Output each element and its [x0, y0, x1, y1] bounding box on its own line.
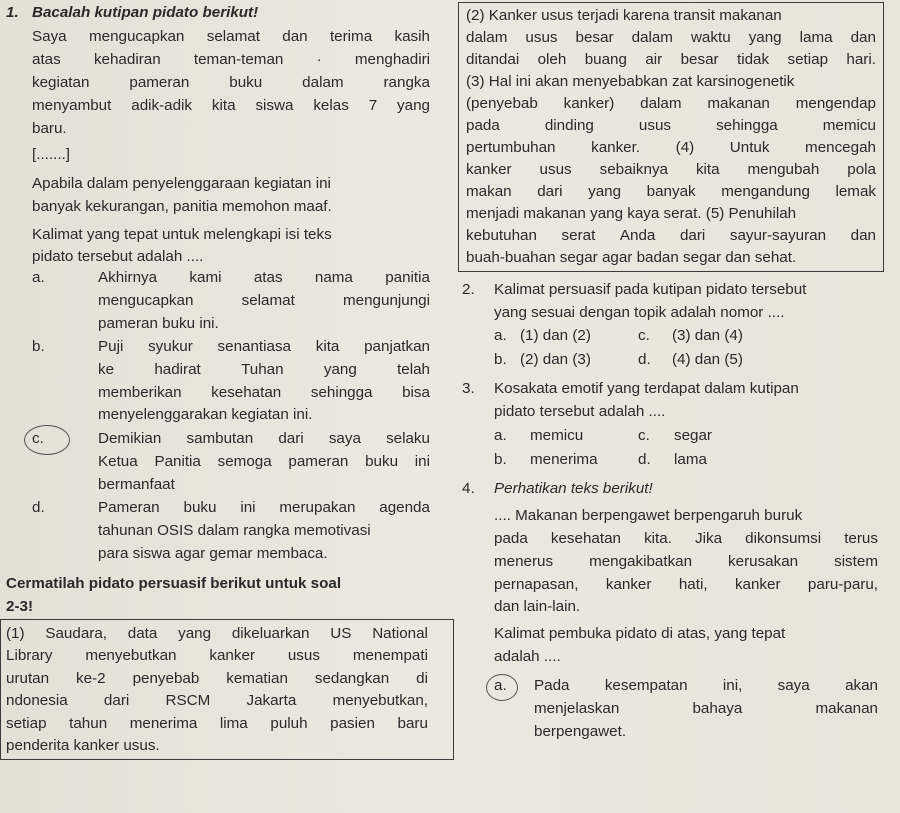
q2-question-line: yang sesuai dengan topik adalah nomor ....	[494, 304, 785, 321]
word: dalam	[302, 74, 344, 91]
word: (4)	[675, 139, 695, 156]
word: Akhirnya	[98, 269, 158, 286]
word: senantiasa	[217, 338, 291, 355]
word: kesehatan	[550, 530, 621, 547]
word: agenda	[379, 499, 430, 516]
word: dari	[103, 692, 130, 709]
word: menerus	[494, 553, 554, 570]
word: yang	[323, 361, 357, 378]
box-right-line: buah-buahan segar agar badan segar dan sehat.	[466, 249, 797, 266]
box-right-line	[466, 160, 876, 180]
box-left-line	[6, 669, 428, 689]
q4-passage-line	[494, 529, 878, 549]
word: rangka	[383, 74, 430, 91]
word: pada	[466, 117, 500, 134]
word: kita	[315, 338, 340, 355]
q2-option-c-letter[interactable]: c.	[638, 327, 650, 344]
word: menghadiri	[354, 51, 430, 68]
box-right-line: (3) Hal ini akan menyebabkan zat karsinogenetik	[466, 73, 795, 90]
q2-number: 2.	[462, 281, 475, 298]
q3-option-b-letter[interactable]: b.	[494, 451, 507, 468]
word: baru	[397, 715, 428, 732]
q4-passage-line: .... Makanan berpengawet berpengaruh buruk	[494, 507, 803, 524]
q2-option-c-text: (3) dan (4)	[672, 327, 743, 344]
word: yang	[588, 183, 622, 200]
word: (penyebab	[466, 95, 538, 112]
word: Pada	[534, 677, 570, 694]
word: mengucapkan	[98, 292, 194, 309]
word: ke-2	[76, 670, 106, 687]
word: siswa	[255, 97, 294, 114]
word: paru-paru,	[807, 576, 878, 593]
word: makan	[466, 183, 512, 200]
q1-option-a-letter[interactable]: a.	[32, 269, 45, 286]
word: dan	[282, 28, 308, 45]
q3-option-a-letter[interactable]: a.	[494, 427, 507, 444]
q1-option-b-letter[interactable]: b.	[32, 338, 45, 355]
q1-option-a-line	[98, 291, 430, 311]
q1-para1-line	[32, 96, 430, 116]
word: mengandung	[721, 183, 810, 200]
word: menyambut	[32, 97, 112, 114]
word: dari	[679, 227, 706, 244]
word: setiap	[787, 51, 829, 68]
word: Anda	[619, 227, 656, 244]
q4-instruction: Perhatikan teks berikut!	[494, 480, 653, 497]
word: merupakan	[279, 499, 356, 516]
word: memicu	[822, 117, 876, 134]
word: pola	[847, 161, 876, 178]
word: kita	[211, 97, 236, 114]
word: kami	[189, 269, 222, 286]
word: oleh	[537, 51, 567, 68]
box-left-line	[6, 714, 428, 734]
word: (1)	[6, 625, 25, 642]
q2-option-a-text: (1) dan (2)	[520, 327, 591, 344]
q1-para1-line: baru.	[32, 120, 67, 137]
word: Pameran	[98, 499, 160, 516]
box-left-line	[6, 624, 428, 644]
word: ndonesia	[6, 692, 68, 709]
word: menyebutkan,	[332, 692, 428, 709]
word: ke	[98, 361, 115, 378]
word: kanker.	[591, 139, 641, 156]
box-left-line: penderita kanker usus.	[6, 737, 160, 754]
word: nama	[314, 269, 353, 286]
word: besar	[575, 29, 614, 46]
q3-option-a-text: memicu	[530, 427, 584, 444]
word: buang	[584, 51, 627, 68]
q4-passage-line	[494, 552, 878, 572]
word: menempati	[352, 647, 428, 664]
word: kanker)	[563, 95, 615, 112]
word: usus	[539, 161, 572, 178]
word: kematian	[226, 670, 288, 687]
word: waktu	[690, 29, 731, 46]
word: bisa	[402, 384, 430, 401]
word: besar	[680, 51, 719, 68]
word: sedangkan	[314, 670, 390, 687]
word: sehingga	[310, 384, 373, 401]
word: saya	[328, 430, 361, 447]
q1-option-d-line: para siswa agar gemar membaca.	[98, 545, 328, 562]
q2-option-a-letter[interactable]: a.	[494, 327, 507, 344]
word: Saya	[32, 28, 67, 45]
instruction-2-3-line: 2-3!	[6, 598, 34, 615]
word: ini,	[722, 677, 743, 694]
q3-option-c-letter[interactable]: c.	[638, 427, 650, 444]
q3-option-b-text: menerima	[530, 451, 598, 468]
word: semoga	[217, 453, 272, 470]
word: telah	[397, 361, 430, 378]
word: atas	[253, 269, 283, 286]
word: yang	[397, 97, 430, 114]
instruction-2-3-line: Cermatilah pidato persuasif berikut untuk soal	[6, 575, 342, 592]
box-left-line	[6, 646, 428, 666]
q4-option-a-line	[534, 699, 878, 719]
word: dinding	[544, 117, 594, 134]
word: teman-teman	[193, 51, 284, 68]
word: di	[416, 670, 428, 687]
q1-option-b-line	[98, 383, 430, 403]
q2-question-line: Kalimat persuasif pada kutipan pidato tersebut	[494, 281, 807, 298]
word: data	[127, 625, 158, 642]
q1-para2-line: banyak kekurangan, panitia memohon maaf.	[32, 198, 332, 215]
q3-option-d-letter[interactable]: d.	[638, 451, 651, 468]
word: Puji	[98, 338, 124, 355]
word: kita.	[644, 530, 672, 547]
q1-para2-line: Apabila dalam penyelenggaraan kegiatan ini	[32, 175, 331, 192]
q1-option-c-line	[98, 429, 430, 449]
word: ini	[414, 453, 430, 470]
word: makanan	[815, 700, 878, 717]
word: kegiatan	[32, 74, 90, 91]
word: hati,	[678, 576, 708, 593]
word: usus	[287, 647, 320, 664]
word: Ketua	[98, 453, 138, 470]
q1-option-b-line: menyelenggarakan kegiatan ini.	[98, 406, 313, 423]
q3-question-line: Kosakata emotif yang terdapat dalam kutipan	[494, 380, 799, 397]
word: mengendap	[795, 95, 876, 112]
q4-question-line: Kalimat pembuka pidato di atas, yang tepat	[494, 625, 786, 642]
word: terima	[329, 28, 373, 45]
word: kehadiran	[93, 51, 161, 68]
box-right-line	[466, 182, 876, 202]
q3-option-d-text: lama	[674, 451, 707, 468]
box-right-line: (2) Kanker usus terjadi karena transit makanan	[466, 7, 782, 24]
q1-number: 1.	[6, 4, 19, 21]
word: makanan	[707, 95, 770, 112]
word: lemak	[835, 183, 876, 200]
word: tidak	[737, 51, 770, 68]
word: usus	[525, 29, 558, 46]
word: Panitia	[154, 453, 201, 470]
q1-option-c-line: bermanfaat	[98, 476, 175, 493]
word: kanker	[734, 576, 781, 593]
word: pameran	[288, 453, 349, 470]
word: Jakarta	[246, 692, 297, 709]
q4-number: 4.	[462, 480, 475, 497]
q1-question-line: Kalimat yang tepat untuk melengkapi isi teks	[32, 226, 332, 243]
q3-option-c-text: segar	[674, 427, 712, 444]
word: kanker	[209, 647, 255, 664]
q1-para1-line	[32, 27, 430, 47]
q1-option-d-letter[interactable]: d.	[32, 499, 45, 516]
word: mencegah	[805, 139, 876, 156]
word: puluh	[270, 715, 308, 732]
word: usus	[638, 117, 671, 134]
word: atas	[32, 51, 61, 68]
q1-option-b-line	[98, 360, 430, 380]
q1-option-a-line	[98, 268, 430, 288]
q4-option-a-line	[534, 676, 878, 696]
box-left-line	[6, 691, 428, 711]
answer-circle-mark	[24, 425, 70, 455]
box-right-line	[466, 28, 876, 48]
word: dalam	[640, 95, 682, 112]
q2-option-d-letter[interactable]: d.	[638, 351, 651, 368]
word: sehingga	[716, 117, 778, 134]
q1-para1-line	[32, 73, 430, 93]
q1-question-line: pidato tersebut adalah ....	[32, 248, 204, 265]
word: ·	[316, 51, 322, 68]
q1-blank: [.......]	[32, 146, 70, 163]
word: kanker	[466, 161, 512, 178]
word: pada	[494, 530, 528, 547]
word: dikonsumsi	[745, 530, 822, 547]
word: yang	[748, 29, 782, 46]
word: panitia	[385, 269, 430, 286]
word: mengakibatkan	[589, 553, 693, 570]
word: bahaya	[692, 700, 743, 717]
word: ini	[240, 499, 256, 516]
word: buku	[229, 74, 263, 91]
word: dan	[850, 29, 876, 46]
word: 7	[368, 97, 378, 114]
word: dari	[537, 183, 563, 200]
word: dan	[850, 227, 876, 244]
q4-passage-line: dan lain-lain.	[494, 598, 581, 615]
word: menerima	[129, 715, 198, 732]
word: National	[372, 625, 428, 642]
box-right-line	[466, 50, 876, 70]
word: Saudara,	[45, 625, 107, 642]
word: lama	[799, 29, 833, 46]
word: RSCM	[165, 692, 211, 709]
box-right-line	[466, 116, 876, 136]
word: pernapasan,	[494, 576, 579, 593]
word: kebutuhan	[466, 227, 537, 244]
word: dalam	[631, 29, 673, 46]
box-right-line	[466, 226, 876, 246]
word: sambutan	[186, 430, 254, 447]
q4-option-a-letter[interactable]: a.	[494, 677, 507, 694]
word: Jika	[695, 530, 723, 547]
word: menjelaskan	[534, 700, 620, 717]
box-right-line	[466, 138, 876, 158]
q1-option-c-line	[98, 452, 430, 472]
word: kesehatan	[211, 384, 282, 401]
word: dikeluarkan	[231, 625, 310, 642]
word: kesempatan	[604, 677, 688, 694]
word: mengubah	[747, 161, 820, 178]
word: US	[330, 625, 352, 642]
word: memberikan	[98, 384, 182, 401]
word: menyebutkan	[85, 647, 177, 664]
word: akan	[845, 677, 878, 694]
word: Tuhan	[241, 361, 284, 378]
word: ditandai	[466, 51, 520, 68]
word: kerusakan	[728, 553, 799, 570]
q2-option-d-text: (4) dan (5)	[672, 351, 743, 368]
word: saya	[777, 677, 810, 694]
word: Library	[6, 647, 53, 664]
word: terus	[844, 530, 878, 547]
word: Demikian	[98, 430, 162, 447]
q3-question-line: pidato tersebut adalah ....	[494, 403, 666, 420]
word: setiap	[6, 715, 47, 732]
word: buku	[183, 499, 217, 516]
q1-option-b-line	[98, 337, 430, 357]
word: kasih	[394, 28, 430, 45]
q2-option-b-text: (2) dan (3)	[520, 351, 591, 368]
word: selaku	[386, 430, 430, 447]
word: lima	[219, 715, 248, 732]
word: hari.	[846, 51, 876, 68]
word: air	[645, 51, 663, 68]
box-right-line	[466, 94, 876, 114]
word: pasien	[330, 715, 375, 732]
word: urutan	[6, 670, 50, 687]
word: yang	[178, 625, 212, 642]
q2-option-b-letter[interactable]: b.	[494, 351, 507, 368]
word: mengunjungi	[343, 292, 430, 309]
word: hadirat	[154, 361, 201, 378]
q4-question-line: adalah ....	[494, 648, 561, 665]
word: serat	[561, 227, 596, 244]
word: dalam	[466, 29, 508, 46]
word: mengucapkan	[88, 28, 185, 45]
word: kelas	[313, 97, 349, 114]
box-right-line: menjadi makanan yang kaya serat. (5) Penuhilah	[466, 205, 797, 222]
q1-instruction: Bacalah kutipan pidato berikut!	[32, 4, 259, 21]
word: syukur	[148, 338, 193, 355]
q1-option-d-line	[98, 498, 430, 518]
word: adik-adik	[131, 97, 193, 114]
word: selamat	[206, 28, 260, 45]
word: penyebab	[132, 670, 200, 687]
word: pertumbuhan	[466, 139, 556, 156]
q3-number: 3.	[462, 380, 475, 397]
q1-option-d-line: tahunan OSIS dalam rangka memotivasi	[98, 522, 371, 539]
q1-option-a-line: pameran buku ini.	[98, 315, 219, 332]
word: sistem	[834, 553, 878, 570]
word: panjatkan	[364, 338, 430, 355]
q4-passage-line	[494, 575, 878, 595]
word: sebaiknya	[599, 161, 668, 178]
word: banyak	[646, 183, 696, 200]
word: selamat	[241, 292, 295, 309]
q1-option-c-letter[interactable]: c.	[32, 430, 44, 447]
word: tahun	[69, 715, 108, 732]
q1-para1-line	[32, 50, 430, 70]
word: buku	[365, 453, 399, 470]
word: sayur-sayuran	[729, 227, 827, 244]
word: kanker	[605, 576, 652, 593]
word: dari	[278, 430, 304, 447]
word: Untuk	[729, 139, 770, 156]
word: kita	[695, 161, 720, 178]
q4-option-a-line: berpengawet.	[534, 723, 627, 740]
word: pameran	[129, 74, 190, 91]
